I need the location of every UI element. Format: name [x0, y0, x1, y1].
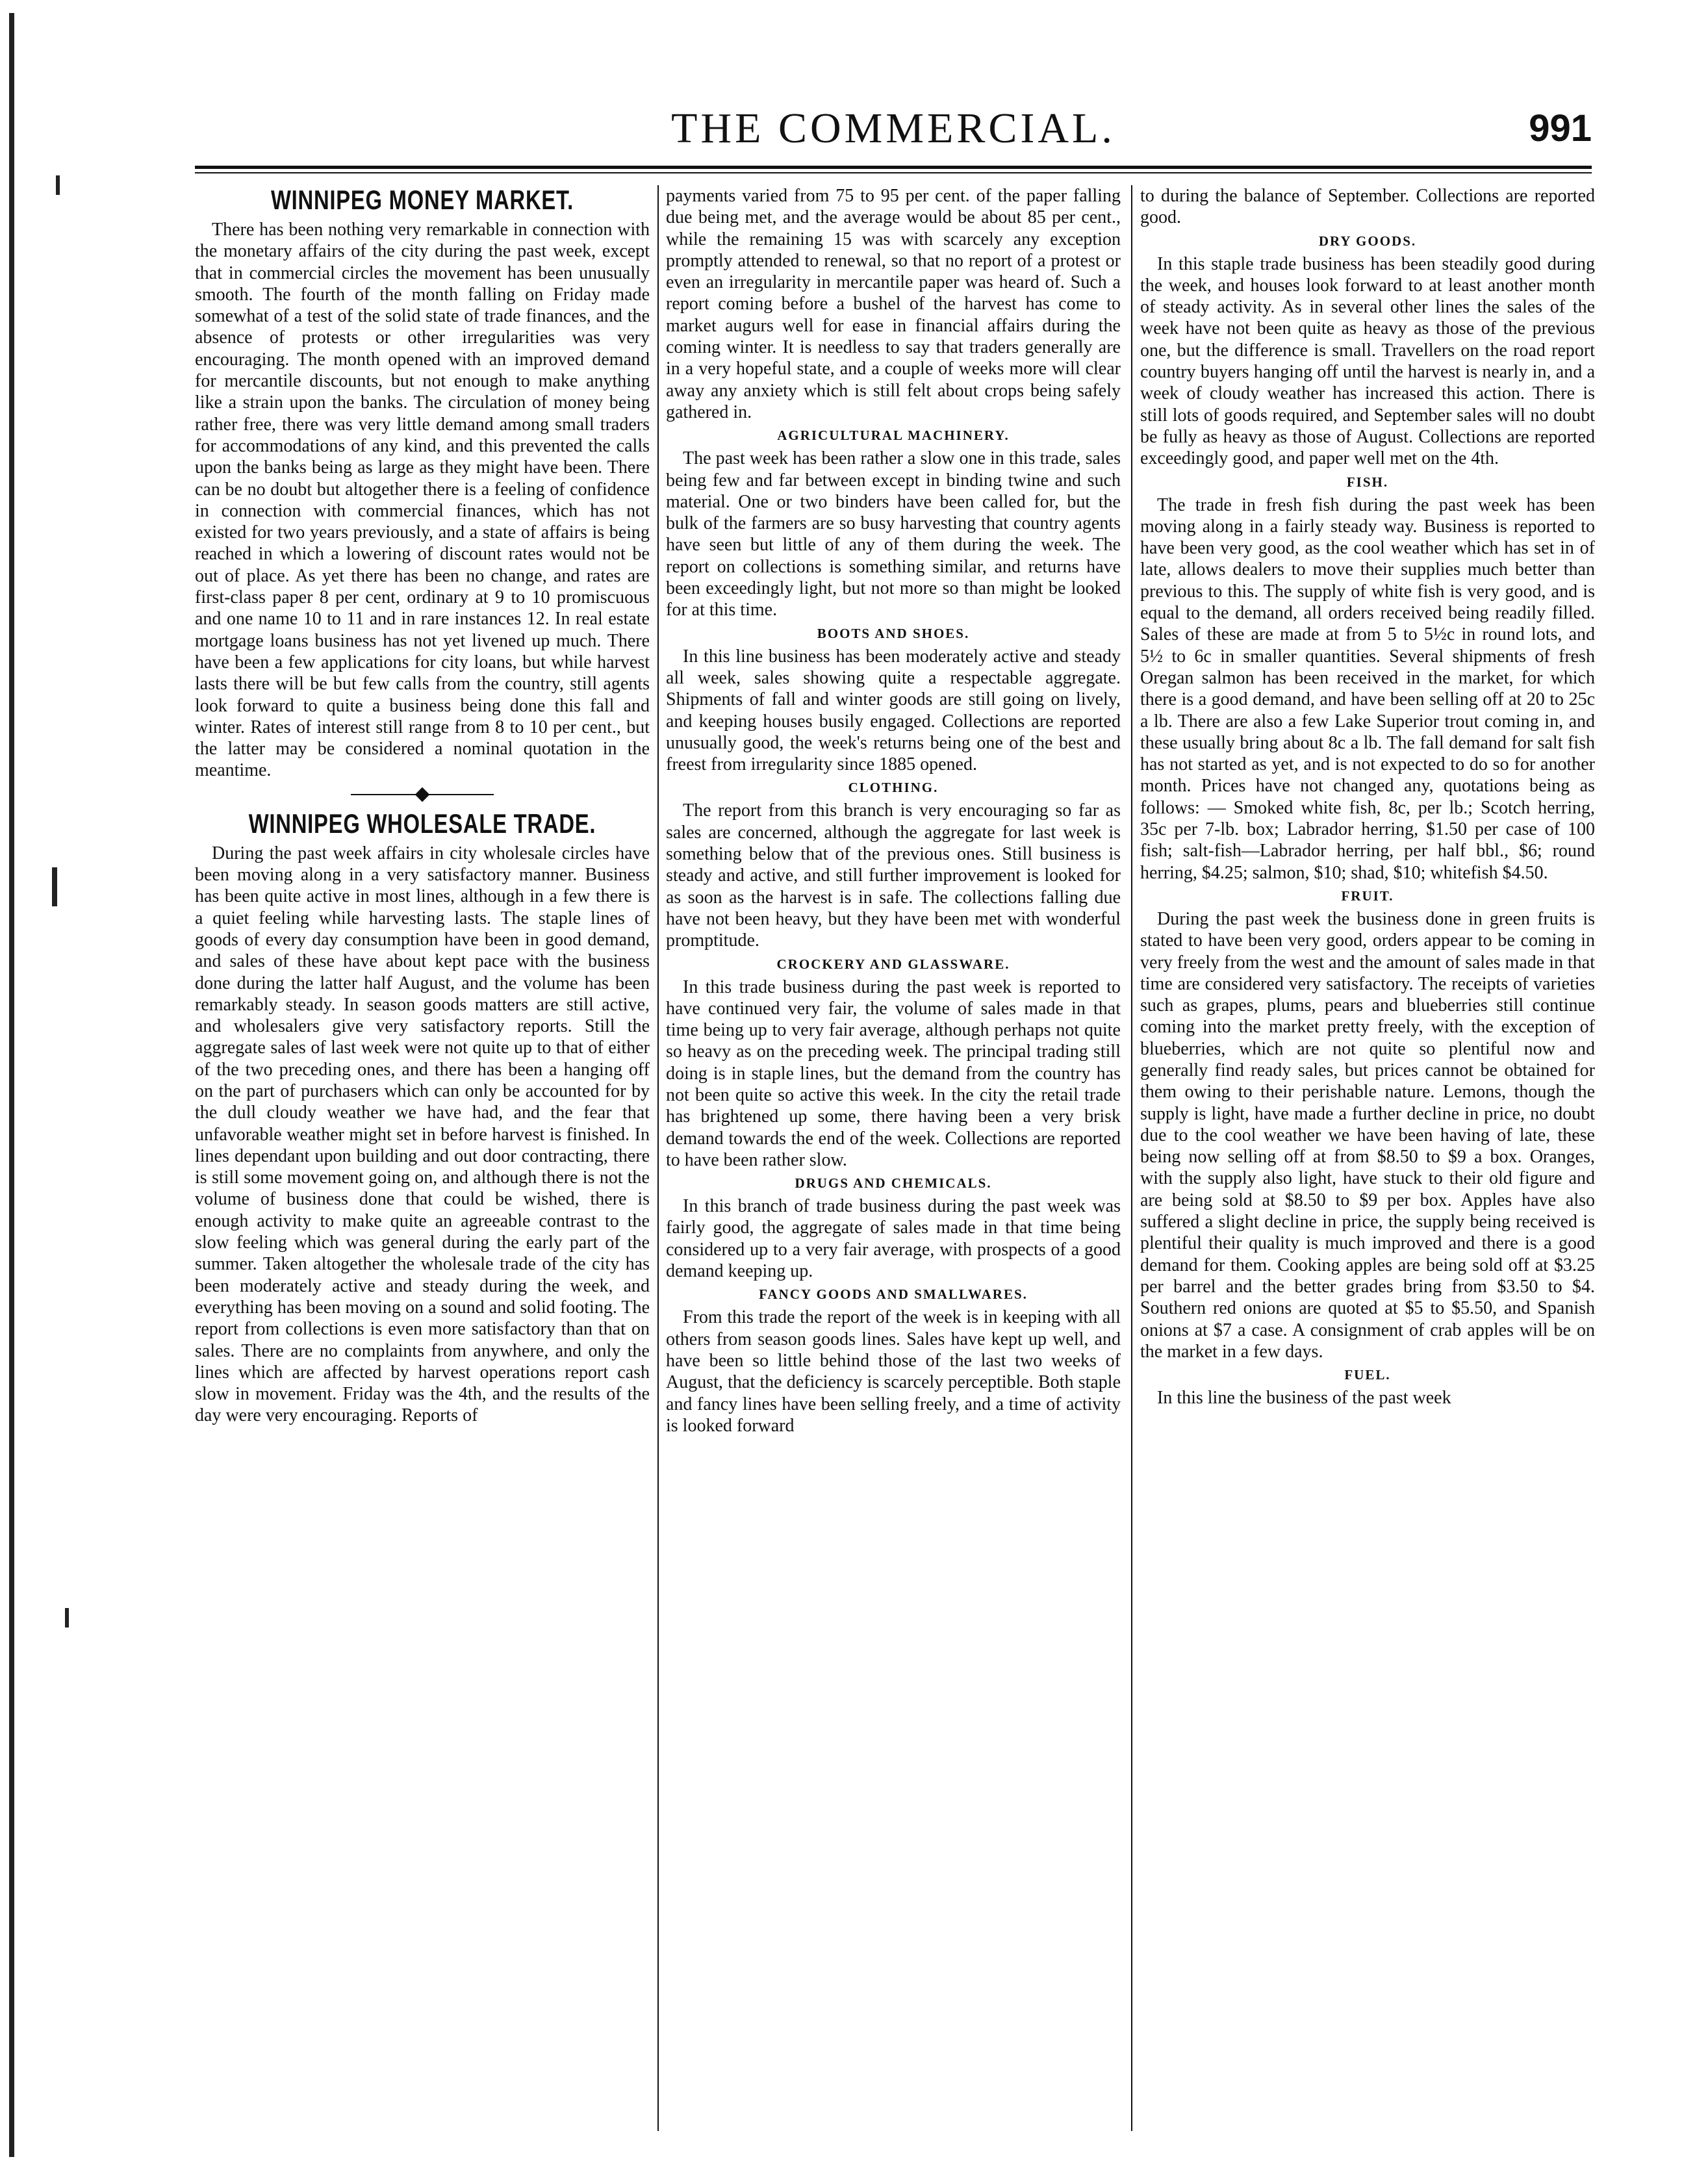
masthead-rule [195, 166, 1592, 169]
page-edge-mark [9, 13, 14, 2157]
article-heading-wholesale-trade: WINNIPEG WHOLESALE TRADE. [248, 808, 596, 839]
subheading-clothing: CLOTHING. [848, 780, 939, 796]
newspaper-title: THE COMMERCIAL. [671, 105, 1115, 152]
subheading-fancy-goods: FANCY GOODS AND SMALLWARES. [759, 1286, 1028, 1303]
masthead-rule-thin [195, 172, 1592, 173]
margin-speck [56, 175, 60, 195]
subheading-fruit: FRUIT. [1341, 887, 1394, 904]
column-2 [666, 185, 1121, 1436]
subheading-fish: FISH. [1346, 474, 1389, 490]
article-paragraph: In this staple trade business has been steadily good during the week, and houses look forward to at least another month of steady activity. As in several other lines the sales of the week have not been quite as heavy as those of the previous one, but the difference is small. Travellers on the road report country buyers hanging off until the harvest is nearly in, and a week of cloudy weather has increased this action. There is still lots of goods required, and September sales will no doubt be fully as heavy as those of August. Collections are reported exceedingly good, and paper well met on the 4th. [1140, 253, 1595, 469]
column-rule [657, 185, 659, 2131]
article-paragraph: In this branch of trade business during the past week was fairly good, the aggregate of sales made in that time being considered up to a very fair average, with prospects of a good demand keeping up. [666, 1196, 1121, 1282]
column-rule [1131, 185, 1132, 2131]
article-paragraph: payments varied from 75 to 95 per cent. of the paper falling due being met, and the average would be about 85 per cent., while the remaining 15 was with scarcely any exception promptly attended to renewal, so that no report of a protest or even an irregularity in mercantile paper was heard of. Such a report coming before a bushel of the harvest has come to market augurs well for ease in financial affairs during the coming winter. It is needless to say that traders generally are in a very hopeful state, and a couple of weeks more will clear away any anxiety which is still felt about crops being safely gathered in. [666, 186, 1121, 422]
article-paragraph: From this trade the report of the week is in keeping with all others from season goods lines. Sales have kept up well, and have been so little behind those of the last two weeks of August, that the deficiency is scarcely perceptible. Both staple and fancy lines have been selling freely, and a time of activity is looked forward [666, 1307, 1121, 1436]
article-paragraph: The trade in fresh fish during the past week has been moving along in a fairly steady way. Business is reported to have been very good, as the cool weather which has set in of late, allows dealers to move their supplies much better than previous to this. The supply of white fish is very good, and is equal to the demand, all orders received being readily filled. Sales of these are made at from 5 to 5½c in round lots, and 5½ to 6c in smaller quantities. Several shipments of fresh Oregan salmon has been received in the market, for which there is a good demand, and have been selling off at 20 to 25c a lb. There are also a few Lake Superior trout coming in, and these usually bring about 8c a lb. The fall demand for salt fish has not started as yet, and is not expected to do so for another month. Prices have not changed any, quotations being as follows: — Smoked white fish, 8c, per lb.; Scotch herring, 35c per 7-lb. box; Labrador herring, $1.50 per case of 100 fish; salt-fish—Labrador herring, per half bbl., $6; round herring, $4.25; salmon, $10; shad, $10; whitefish $4.50. [1140, 494, 1595, 883]
subheading-crockery-and-glassware: CROCKERY AND GLASSWARE. [776, 956, 1010, 972]
subheading-drugs-and-chemicals: DRUGS AND CHEMICALS. [795, 1175, 992, 1192]
article-paragraph: In this trade business during the past week is reported to have continued very fair, the volume of sales made in that time being up to very fair average, although perhaps not quite so heavy as on the preceding week. The principal trading still doing is in staple lines, but the demand from the country has not been quite so active this week. In the city the retail trade has brightened up some, there having been a very brisk demand towards the end of the week. Collections are reported to have been rather slow. [666, 976, 1121, 1170]
article-paragraph: During the past week the business done in green fruits is stated to have been very good, orders appear to be coming in very freely from the west and the amount of sales made in that time are considered very satisfactory. The receipts of varieties such as grapes, plums, pears and blueberries still continue coming into the market pretty freely, with the exception of blueberries, which are not quite so plentiful now and generally find ready sales, but prices cannot be obtained for them owing to their perishable nature. Lemons, though the supply is light, have made a further decline in price, no doubt due to the cool weather we have been having of late, these being now selling off at from $8.50 to $9 a box. Oranges, with the supply also light, have stuck to their old figure and are being sold at $8.50 to $9 per box. Apples have also suffered a slight decline in price, the supply being received is plentiful their quality is much improved and there is a good demand for them. Cooking apples are being sold off at $3.25 per barrel and the better grades bring from $3.50 to $4. Southern red onions are quoted at $5 to $5.50, and Spanish onions at $7 a case. A consignment of crab apples will be on the market in a few days. [1140, 908, 1595, 1362]
section-divider [351, 787, 494, 802]
article-paragraph: There has been nothing very remarkable in connection with the monetary affairs of the city during the past week, except that in commercial circles the movement has been unusually smooth. The fourth of the month falling on Friday made somewhat of a test of the solid state of trade finances, and the absence of protests or other irregularities was very encouraging. The month opened with an improved demand for mercantile discounts, but not enough to make anything like a strain upon the banks. The circulation of money being rather free, there was very little demand among small traders for accommodations of any kind, and this prevented the calls upon the banks being as large as they might have been. There can be no doubt but altogether there is a feeling of confidence in connection with commercial finances, which has not existed for two years previously, and a state of affairs is being reached in which a lowering of discount rates would not be out of place. As yet there has been no change, and rates are first-class paper 8 per cent, ordinary at 9 to 10 promiscuous and one name 10 to 11 and in rare instances 12. In real estate mortgage loans business has not yet livened up much. There have been a few applications for city loans, but while harvest lasts there will be but few calls from the country, still agents look forward to quite a business being done this fall and winter. Rates of interest still range from 8 to 10 per cent., but the latter may be considered a nominal quotation in the meantime. [195, 220, 650, 781]
page-number: 991 [1529, 107, 1592, 149]
margin-speck [65, 1608, 69, 1628]
article-heading-money-market: WINNIPEG MONEY MARKET. [270, 185, 574, 215]
margin-speck [52, 867, 57, 906]
masthead [195, 97, 1592, 162]
column-3 [1140, 185, 1595, 1409]
article-paragraph: The report from this branch is very encouraging so far as sales are concerned, although the aggregate for last week is something below that of the previous ones. Still business is steady and active, and still further improvement is looked for as soon as the harvest is in safe. The collections falling due have not been heavy, but they have been met with wonderful promptitude. [666, 800, 1121, 951]
article-paragraph: During the past week affairs in city wholesale circles have been moving along in a very satisfactory manner. Business has been quite active in most lines, although in a few there is a quiet feeling while harvesting lasts. The staple lines of goods of every day consumption have been in good demand, and sales of these have about kept pace with the business done during the latter half August, and the volume has been remarkably steady. In season goods matters are still active, and wholesalers give very satisfactory reports. Still the aggregate sales of last week were not quite up to that of either of the two preceding ones, and there has been a hanging off on the part of purchasers which can only be accounted for by the dull cloudy weather we have had, and the fear that unfavorable weather might set in before harvest is finished. In lines dependant upon building and out door contracting, there is still some movement going on, and although there is not the volume of business done that could be wished, there is enough activity to make quite an agreeable contrast to the slow feeling which was general during the early part of the summer. Taken altogether the wholesale trade of the city has been moderately active and steady during the week, and everything has been moving on a sound and solid footing. The report from collections is even more satisfactory than that on sales. There are no complaints from anywhere, and only the lines which are affected by harvest operations report cash slow in movement. Friday was the 4th, and the results of the day were very encouraging. Reports of [195, 843, 650, 1426]
column-1 [195, 185, 650, 1427]
article-paragraph: to during the balance of September. Collections are reported good. [1140, 186, 1595, 228]
article-paragraph: In this line business has been moderately active and steady all week, sales showing quite a respectable aggregate. Shipments of fall and winter goods are still going on lively, and keeping houses busily engaged. Collections are reported unusually good, the week's returns being one of the best and freest from irregularity since 1885 opened. [666, 646, 1121, 775]
subheading-dry-goods: DRY GOODS. [1318, 233, 1417, 249]
subheading-boots-and-shoes: BOOTS AND SHOES. [817, 625, 970, 641]
article-paragraph: In this line the business of the past week [1157, 1388, 1451, 1409]
article-paragraph: The past week has been rather a slow one in this trade, sales being few and far between except in binding twine and such material. One or two binders have been called for, but the bulk of the farmers are so busy harvesting that country agents have seen but little of any of them during the week. The report on collections is something similar, and returns have been exceedingly light, but not more so than might be looked for at this time. [666, 448, 1121, 620]
subheading-fuel: FUEL. [1344, 1367, 1391, 1383]
subheading-agricultural-machinery: AGRICULTURAL MACHINERY. [777, 428, 1010, 444]
